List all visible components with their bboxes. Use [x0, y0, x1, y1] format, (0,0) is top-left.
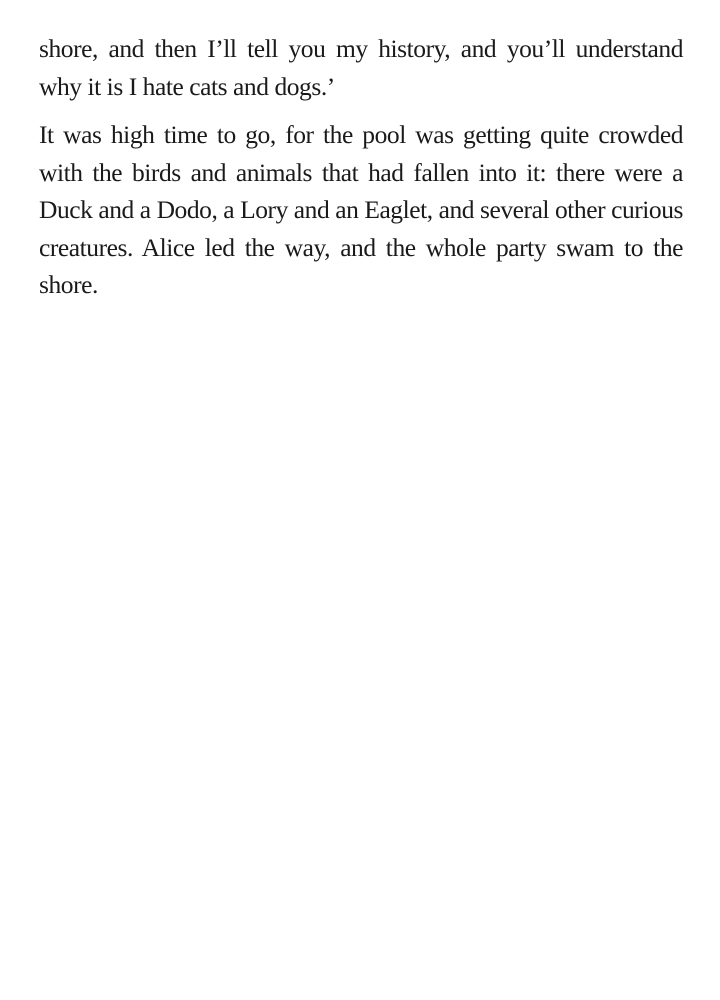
paragraph: It was high time to go, for the pool was getting quite crowded with the birds and animals that had fallen into it: there were a Duck and a Dodo, a Lory and an Eaglet, and several other curious creatures. Alice led the way, and the whole party swam to the shore.	[39, 120, 683, 299]
paragraph-continuation: shore, and then I’ll tell you my history, and you’ll understand why it is I hate cats and dogs.’	[39, 34, 683, 101]
body-text	[39, 30, 683, 304]
